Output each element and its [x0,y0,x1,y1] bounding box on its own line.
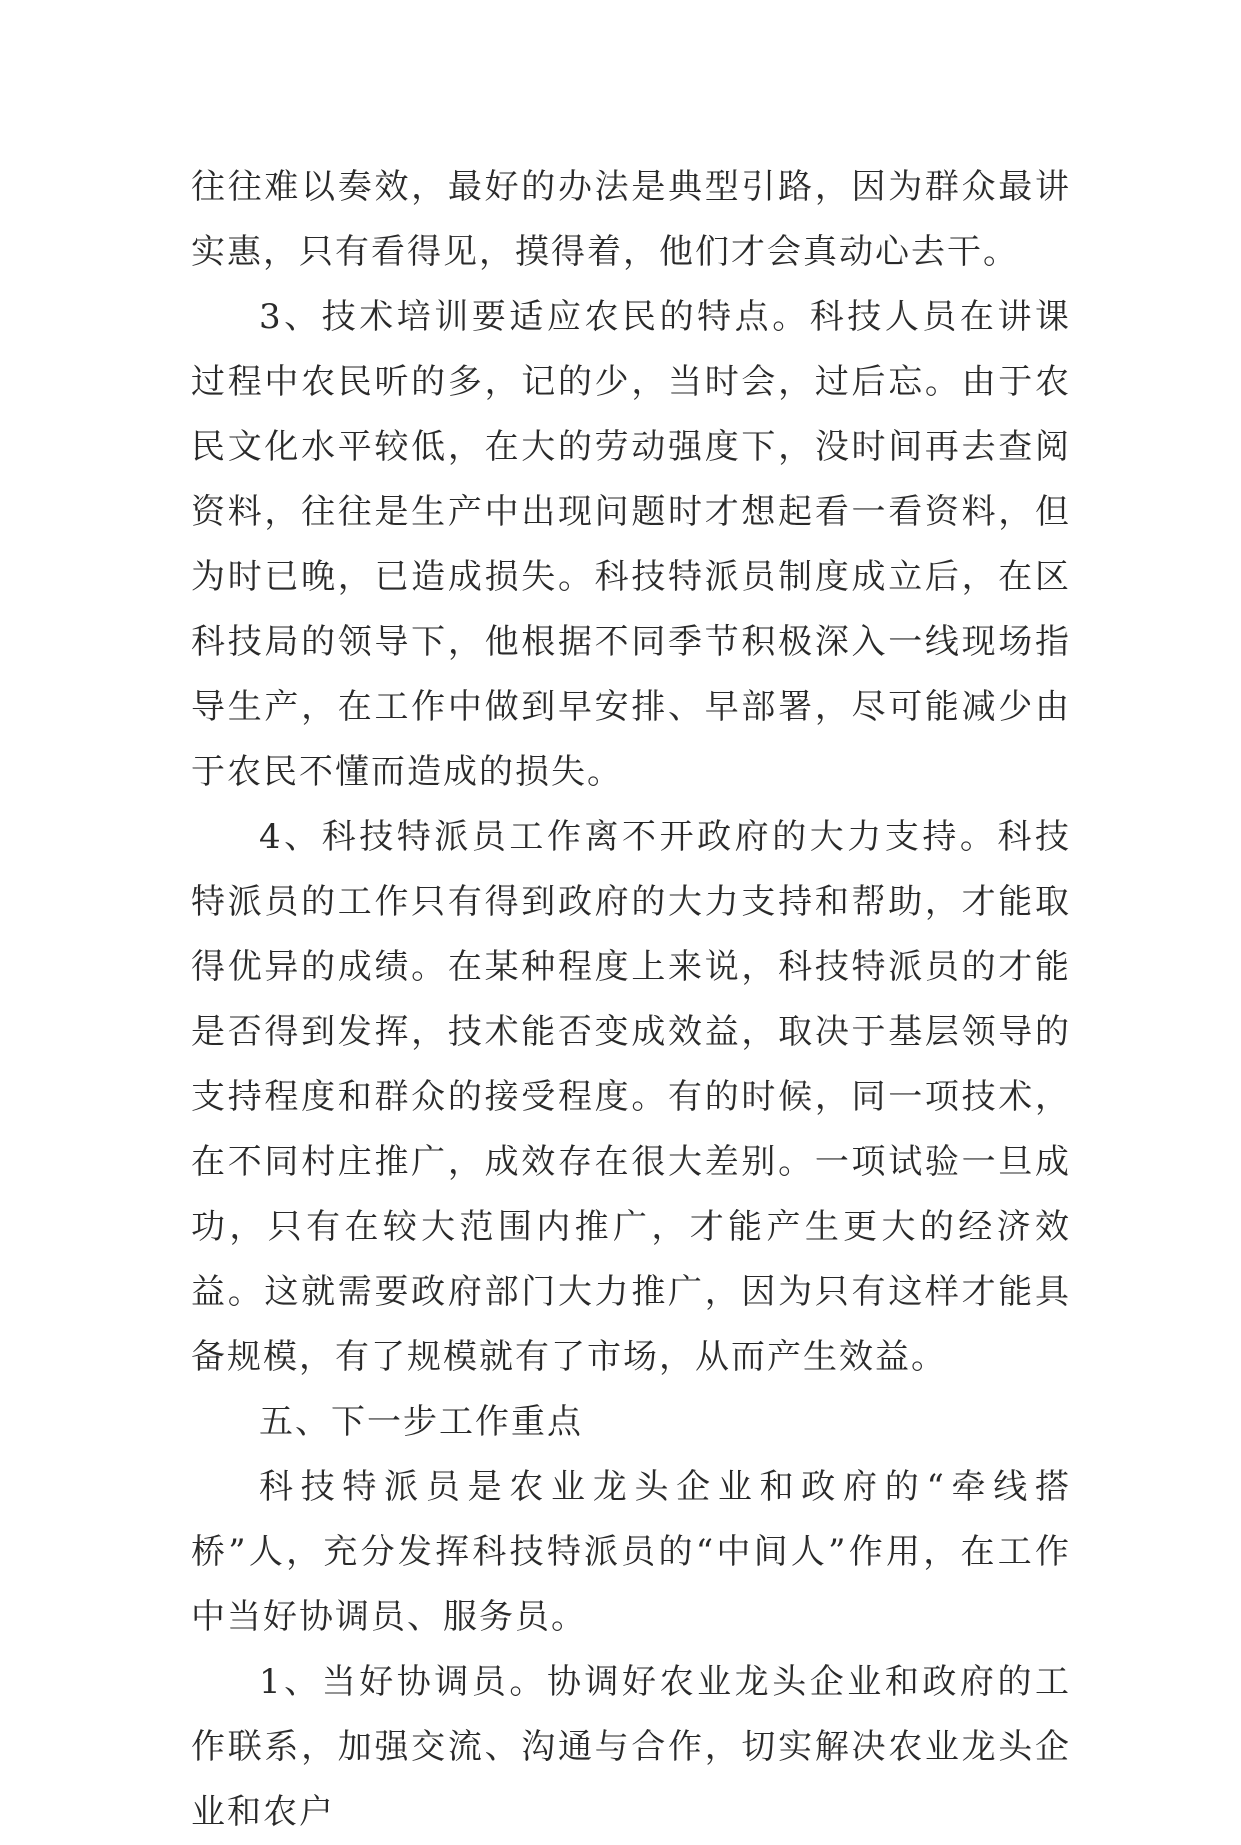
paragraph-item-3: 3、技术培训要适应农民的特点。科技人员在讲课过程中农民听的多，记的少，当时会，过后忘。由于农民文化水平较低，在大的劳动强度下，没时间再去查阅资料，往往是生产中出现问题时才想起看一看资料，但为时已晚，已造成损失。科技特派员制度成立后，在区科技局的领导下，他根据不同季节积极深入一线现场指导生产，在工作中做到早安排、早部署，尽可能减少由于农民不懂而造成的损失。 [191,297,1071,792]
paragraph-item-1: 1、当好协调员。协调好农业龙头企业和政府的工作联系，加强交流、沟通与合作，切实解决农业龙头企业和农户 [191,1662,1071,1832]
paragraph-item-4: 4、科技特派员工作离不开政府的大力支持。科技特派员的工作只有得到政府的大力支持和帮助，才能取得优异的成绩。在某种程度上来说，科技特派员的才能是否得到发挥，技术能否变成效益，取决于基层领导的支持程度和群众的接受程度。有的时候，同一项技术，在不同村庄推广，成效存在很大差别。一项试验一旦成功，只有在较大范围内推广，才能产生更大的经济效益。这就需要政府部门大力推广，因为只有这样才能具备规模，有了规模就有了市场，从而产生效益。 [191,817,1071,1377]
paragraph-section-intro: 科技特派员是农业龙头企业和政府的“牵线搭桥”人，充分发挥科技特派员的“中间人”作用，在工作中当好协调员、服务员。 [191,1467,1071,1637]
document-body [191,155,1071,1845]
paragraph-continuation: 往往难以奏效，最好的办法是典型引路，因为群众最讲实惠，只有看得见，摸得着，他们才会真动心去干。 [191,167,1071,272]
section-heading-5: 五、下一步工作重点 [259,1402,583,1442]
